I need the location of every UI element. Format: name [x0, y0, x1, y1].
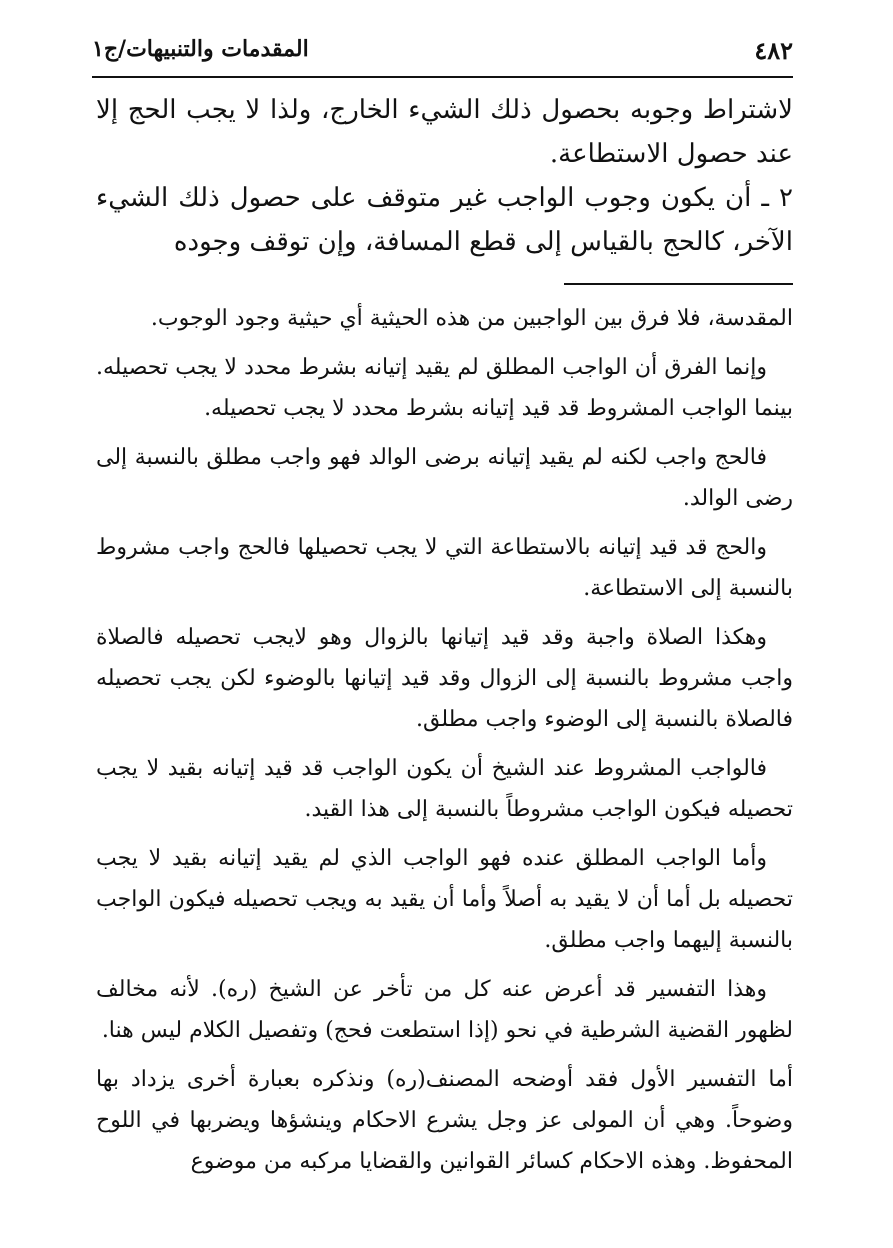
footnote-paragraph: والحج قد قيد إتيانه بالاستطاعة التي لا يجب تحصيلها فالحج واجب مشروط بالنسبة إلى الاستطاعة.	[96, 535, 793, 601]
main-list-item-2: ٢ ـ أن يكون وجوب الواجب غير متوقف على حصول ذلك الشيء الآخر، كالحج بالقياس إلى قطع المسافة، وإن توقف وجوده	[96, 183, 793, 257]
footnote-paragraph: وأما الواجب المطلق عنده فهو الواجب الذي لم يقيد إتيانه بقيد لا يجب تحصيله بل أما أن لا يقيد به أصلاً وأما أن يقيد به ويجب تحصيله فيكون الواجب بالنسبة إليهما واجب مطلق.	[96, 846, 793, 953]
footnote-paragraph: فالواجب المشروط عند الشيخ أن يكون الواجب قد قيد إتيانه بقيد لا يجب تحصيله فيكون الواجب مشروطاً بالنسبة إلى هذا القيد.	[96, 756, 793, 822]
footnote-paragraph: أما التفسير الأول فقد أوضحه المصنف(ره) ونذكره بعبارة أخرى يزداد بها وضوحاً. وهي أن المولى عز وجل يشرع الاحكام وينشؤها ويضربها في اللوح المحفوظ. وهذه الاحكام كسائر القوانين والقضايا مركبه من موضوع	[96, 1067, 793, 1174]
footnote-paragraph: فالحج واجب لكنه لم يقيد إتيانه برضى الوالد فهو واجب مطلق بالنسبة إلى رضى الوالد.	[96, 445, 793, 511]
header-rule	[92, 76, 793, 78]
footnote-paragraph: وهكذا الصلاة واجبة وقد قيد إتيانها بالزوال وهو لايجب تحصيله فالصلاة واجب مشروط بالنسبة إلى الزوال وقد قيد إتيانها بالوضوء لكن يجب تحصيله فالصلاة بالنسبة إلى الوضوء واجب مطلق.	[96, 625, 793, 732]
page-header	[92, 34, 793, 74]
page-number: ٤٨٢	[754, 36, 793, 65]
footnote-paragraph: وهذا التفسير قد أعرض عنه كل من تأخر عن الشيخ (ره). لأنه مخالف لظهور القضية الشرطية في نحو (إذا استطعت فحج) وتفصيل الكلام ليس هنا.	[96, 977, 793, 1043]
footnote-separator	[564, 283, 793, 285]
main-paragraph: لاشتراط وجوبه بحصول ذلك الشيء الخارج، ولذا لا يجب الحج إلا عند حصول الاستطاعة.	[96, 95, 793, 169]
footnote-paragraph: وإنما الفرق أن الواجب المطلق لم يقيد إتيانه بشرط محدد لا يجب تحصيله. بينما الواجب المشروط قد قيد إتيانه بشرط محدد لا يجب تحصيله.	[96, 355, 793, 421]
main-text	[96, 88, 793, 264]
footnote-block	[96, 298, 793, 1190]
footnote-paragraph: المقدسة، فلا فرق بين الواجبين من هذه الحيثية أي حيثية وجود الوجوب.	[150, 306, 793, 331]
running-head: المقدمات والتنبيهات/ج١	[92, 36, 309, 62]
